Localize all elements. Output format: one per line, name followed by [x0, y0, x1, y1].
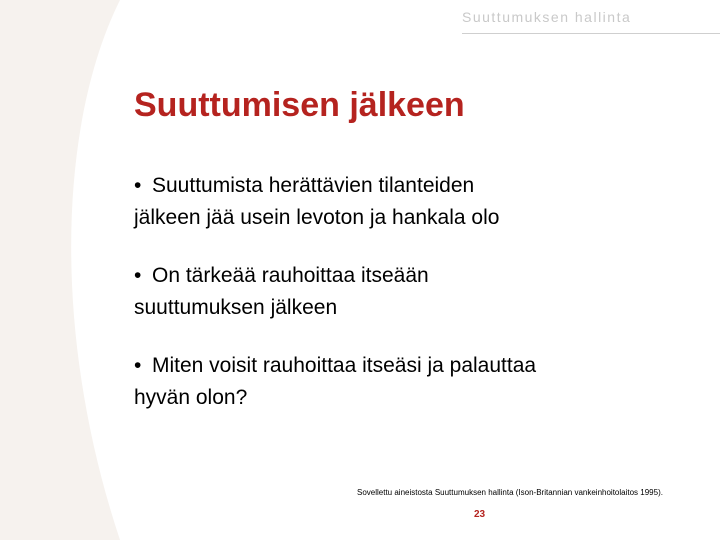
page-number: 23 — [474, 509, 486, 520]
bullet-dot: • — [134, 174, 142, 197]
bullet-list — [134, 170, 694, 440]
bullet-text-line1: On tärkeää rauhoittaa itseään — [152, 264, 429, 287]
bullet-dot: • — [134, 264, 142, 287]
bullet-text-line1: Suuttumista herättävien tilanteiden — [152, 174, 475, 197]
section-header-title: Suuttumuksen hallinta — [462, 9, 632, 25]
slide-title: Suuttumisen jälkeen — [134, 86, 465, 124]
bullet-dot: • — [134, 354, 142, 377]
source-note: Sovellettu aineistosta Suuttumuksen hallinta (Ison-Britannian vankeinhoitolaitos 1995). — [357, 488, 663, 497]
bullet-text-line2: suuttumuksen jälkeen — [134, 296, 338, 319]
bullet-item — [134, 260, 694, 324]
bullet-text-line1: Miten voisit rauhoittaa itseäsi ja palauttaa — [152, 354, 537, 377]
bullet-text-line2: jälkeen jää usein levoton ja hankala olo — [134, 206, 500, 229]
bullet-item — [134, 170, 694, 234]
bullet-text-line2: hyvän olon? — [134, 386, 248, 409]
bullet-item — [134, 350, 694, 414]
header-divider — [462, 33, 720, 34]
